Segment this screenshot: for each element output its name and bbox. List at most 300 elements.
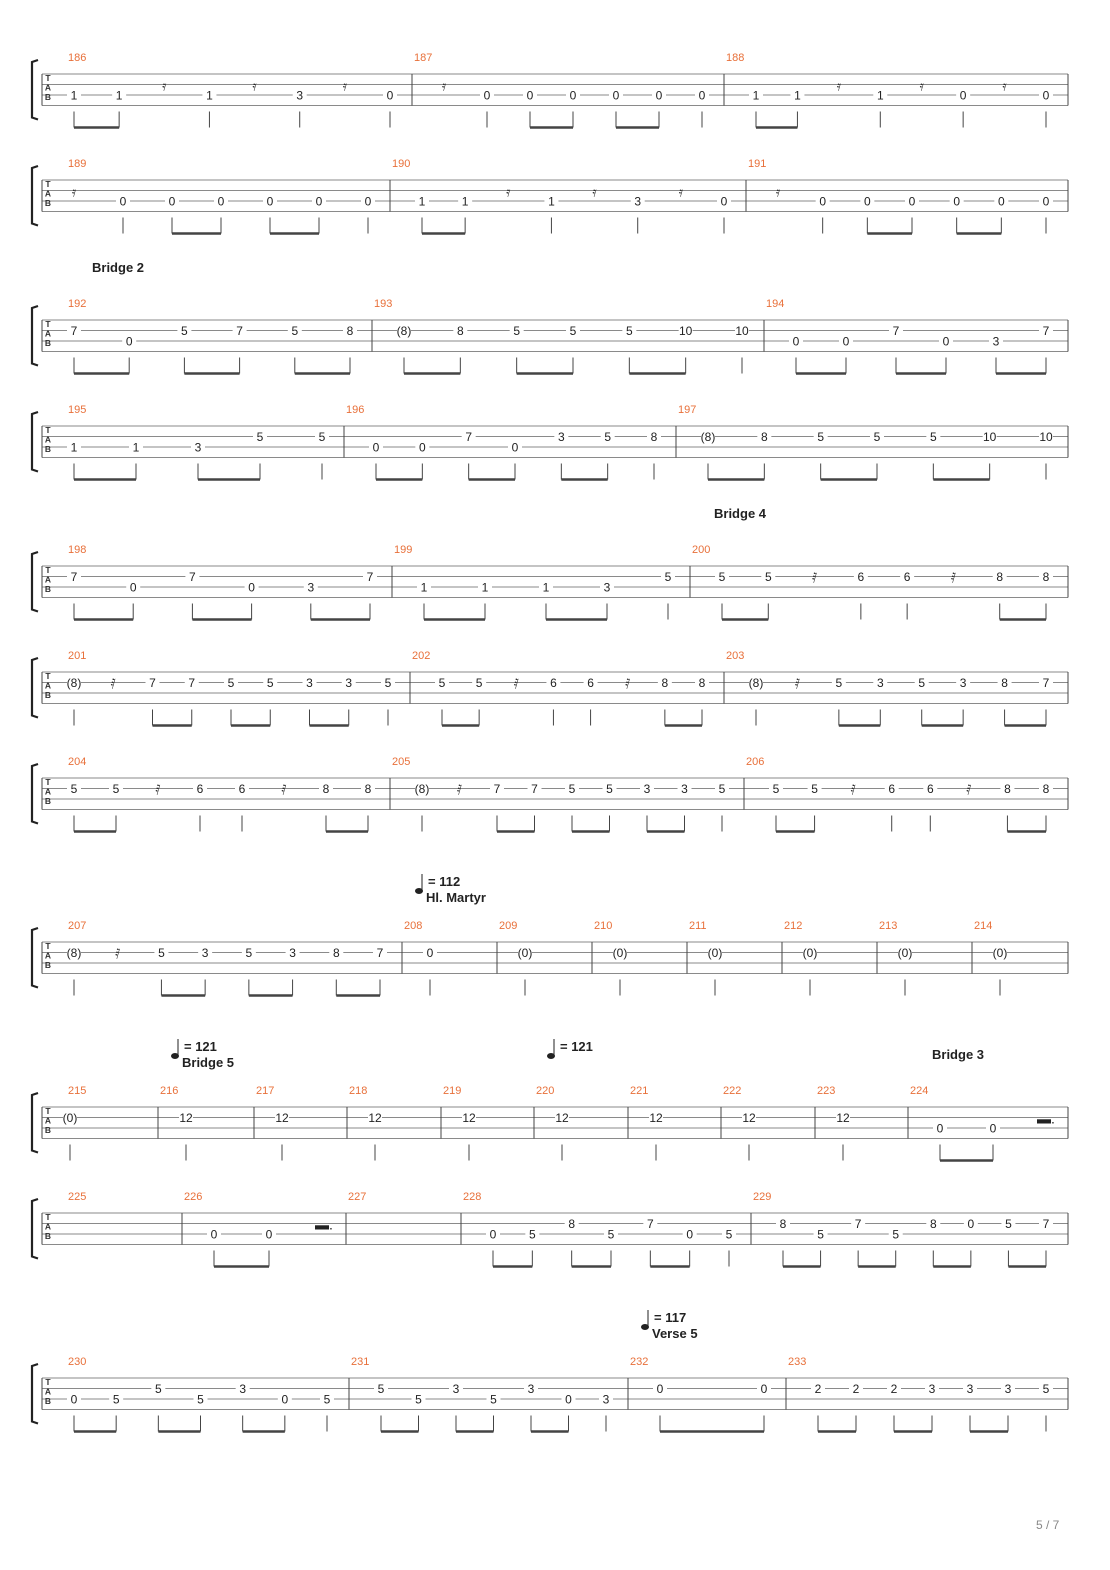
measure-number: 214 <box>974 920 993 932</box>
fret-number: 3 <box>603 580 611 595</box>
fret-number: 0 <box>760 1382 768 1396</box>
rest-symbol: 𝄿 <box>71 183 77 200</box>
fret-number: 3 <box>992 334 1000 349</box>
fret-number: 3 <box>289 946 296 960</box>
fret-number: 8 <box>650 430 658 444</box>
fret-number: 3 <box>306 676 313 690</box>
fret-number: 7 <box>854 1217 862 1231</box>
fret-number: 5 <box>625 324 633 338</box>
fret-number: 12 <box>368 1111 382 1125</box>
fret-number: 12 <box>179 1111 193 1125</box>
fret-number: 7 <box>646 1217 654 1231</box>
measure-number: 187 <box>414 52 433 64</box>
measure-number: 203 <box>726 650 745 662</box>
tab-clef-letter: B <box>44 444 52 454</box>
fret-number: 0 <box>119 194 127 209</box>
fret-number: (0) <box>707 946 723 960</box>
fret-number: 5 <box>811 782 818 796</box>
measure-number: 208 <box>404 920 423 932</box>
fret-number: 10 <box>678 324 693 338</box>
fret-number: (0) <box>802 946 818 960</box>
measure-number: 212 <box>784 920 803 932</box>
fret-number: 3 <box>239 1382 247 1396</box>
rest-symbol: 𝅀 <box>625 675 631 692</box>
fret-number: 5 <box>1042 1382 1050 1396</box>
system-bracket <box>32 306 38 366</box>
fret-number: 0 <box>959 88 967 103</box>
measure-number: 233 <box>788 1356 807 1368</box>
fret-number: 5 <box>475 676 483 690</box>
fret-number: 0 <box>565 1392 572 1407</box>
tab-system <box>32 412 1068 480</box>
fret-number: 0 <box>967 1217 975 1231</box>
fret-number: 5 <box>266 676 274 690</box>
fret-number: 5 <box>181 324 188 338</box>
measure-number: 202 <box>412 650 431 662</box>
rest-symbol: 𝄿 <box>592 183 597 200</box>
tab-clef-letter: A <box>44 1221 52 1232</box>
measure-number: 219 <box>443 1085 462 1097</box>
tab-clef-letter: T <box>45 1377 51 1387</box>
fret-number: 3 <box>296 88 304 103</box>
fret-number: 5 <box>318 430 326 444</box>
fret-number: 5 <box>606 782 613 796</box>
fret-number: 0 <box>1042 194 1050 209</box>
fret-number: 0 <box>842 334 850 349</box>
tab-system <box>32 874 1068 996</box>
fret-number: 6 <box>903 570 911 584</box>
tab-clef-letter: A <box>44 328 52 339</box>
fret-number: 8 <box>698 676 706 690</box>
fret-number: 0 <box>526 88 534 103</box>
measure-number: 190 <box>392 158 411 170</box>
fret-number: (0) <box>897 946 913 960</box>
fret-number: 0 <box>656 1382 664 1396</box>
fret-number: (0) <box>517 946 533 960</box>
fret-number: 0 <box>426 946 434 960</box>
tab-system <box>32 306 1068 374</box>
fret-number: 0 <box>908 194 916 209</box>
fret-number: 5 <box>528 1227 536 1242</box>
fret-number: 1 <box>70 440 78 455</box>
tab-clef-letter: B <box>44 338 52 348</box>
measure-number: 215 <box>68 1085 87 1097</box>
fret-number: (8) <box>66 676 82 690</box>
fret-number: 5 <box>718 570 726 584</box>
fret-number: 5 <box>873 430 881 444</box>
tab-clef-letter: A <box>44 950 52 961</box>
fret-number: 6 <box>587 676 594 690</box>
fret-number: 5 <box>112 1392 120 1407</box>
fret-number: 5 <box>607 1227 615 1242</box>
measure-number: 224 <box>910 1085 929 1097</box>
fret-number: 7 <box>149 676 156 690</box>
fret-number: 7 <box>70 570 78 584</box>
fret-number: 12 <box>836 1111 850 1125</box>
rest-symbol: 𝄿 <box>506 183 511 200</box>
fret-number: (8) <box>748 676 764 690</box>
fret-number: 0 <box>997 194 1005 209</box>
fret-number: 5 <box>817 430 825 444</box>
fret-number: (8) <box>66 946 82 960</box>
fret-number: 8 <box>332 946 340 960</box>
fret-number: 0 <box>936 1121 944 1136</box>
fret-number: 2 <box>890 1382 898 1396</box>
tab-system <box>32 658 1068 726</box>
fret-number: 6 <box>196 782 204 796</box>
fret-number: 10 <box>982 430 997 444</box>
tab-clef-letter: B <box>44 1125 52 1135</box>
fret-number: 0 <box>655 88 663 103</box>
fret-number: 2 <box>814 1382 822 1396</box>
fret-number: 10 <box>735 324 749 338</box>
fret-number: 12 <box>555 1111 569 1125</box>
fret-number: 1 <box>481 580 489 595</box>
fret-number: 6 <box>926 782 934 796</box>
fret-number: 8 <box>364 782 372 796</box>
measure-number: 226 <box>184 1191 203 1203</box>
fret-number: 1 <box>794 88 801 103</box>
measure-number: 191 <box>748 158 767 170</box>
fret-number: 8 <box>456 324 464 338</box>
fret-number: 8 <box>1042 570 1050 584</box>
tab-system <box>32 1199 1068 1267</box>
fret-number: 7 <box>531 782 538 796</box>
fret-number: 0 <box>364 194 372 209</box>
tab-clef-letter: B <box>44 1231 52 1241</box>
fret-number: 5 <box>835 676 843 690</box>
fret-number: 0 <box>315 194 323 209</box>
fret-number: 6 <box>857 570 865 584</box>
fret-number: 1 <box>70 88 78 103</box>
tab-clef-letter: B <box>44 584 52 594</box>
tempo-marking: = 112 <box>428 874 461 889</box>
section-label: Bridge 5 <box>182 1055 235 1070</box>
measure-number: 229 <box>753 1191 772 1203</box>
measure-number: 216 <box>160 1085 179 1097</box>
fret-number: 7 <box>366 570 374 584</box>
fret-number: 1 <box>418 194 426 209</box>
fret-number: 7 <box>892 324 900 338</box>
system-bracket <box>32 552 38 612</box>
fret-number: 10 <box>1039 430 1053 444</box>
fret-number: 12 <box>742 1111 756 1125</box>
tab-clef-letter: A <box>44 786 52 797</box>
fret-number: 1 <box>876 88 884 103</box>
tempo-note-head <box>547 1053 555 1059</box>
system-bracket <box>32 412 38 472</box>
tab-clef-letter: B <box>44 198 52 208</box>
rest-symbol: 𝄿 <box>1002 77 1007 94</box>
tempo-note-head <box>641 1324 649 1330</box>
fret-number: 3 <box>1004 1382 1012 1396</box>
fret-number: 0 <box>612 88 620 103</box>
tempo-marking: = 121 <box>184 1039 217 1054</box>
fret-number: 5 <box>384 676 392 690</box>
fret-number: 0 <box>698 88 706 103</box>
fret-number: 2 <box>852 1382 860 1396</box>
measure-number: 207 <box>68 920 87 932</box>
rest-symbol: 𝄿 <box>162 77 167 94</box>
fret-number: 5 <box>197 1392 204 1407</box>
fret-number: 0 <box>511 440 519 455</box>
tab-clef-letter: B <box>44 1396 52 1406</box>
fret-number: 3 <box>966 1382 974 1396</box>
rest-symbol: 𝅀 <box>950 569 957 586</box>
tab-clef-letter: T <box>45 425 51 435</box>
fret-number: 12 <box>275 1111 289 1125</box>
tab-clef-letter: T <box>45 319 51 329</box>
measure-number: 193 <box>374 298 393 310</box>
measure-number: 213 <box>879 920 898 932</box>
measure-number: 188 <box>726 52 745 64</box>
fret-number: 0 <box>953 194 961 209</box>
fret-number: 0 <box>70 1392 78 1407</box>
measure-number: 228 <box>463 1191 482 1203</box>
tab-clef-letter: B <box>44 796 52 806</box>
fret-number: 0 <box>483 88 491 103</box>
fret-number: 0 <box>248 580 255 595</box>
fret-number: 1 <box>548 194 555 209</box>
measure-number: 194 <box>766 298 785 310</box>
fret-number: 0 <box>989 1121 997 1136</box>
fret-number: 5 <box>568 782 576 796</box>
measure-number: 227 <box>348 1191 367 1203</box>
section-label: Hl. Martyr <box>426 890 486 905</box>
rest-symbol: 𝄿 <box>441 77 447 94</box>
tab-clef-letter: A <box>44 574 52 585</box>
fret-number: 5 <box>764 570 772 584</box>
rest-symbol: 𝄿 <box>775 183 781 200</box>
measure-number: 195 <box>68 404 87 416</box>
tab-clef-letter: T <box>45 179 51 189</box>
fret-number: 0 <box>418 440 426 455</box>
tempo-note-head <box>415 888 423 894</box>
measure-number: 232 <box>630 1356 649 1368</box>
fret-number: 5 <box>377 1382 385 1396</box>
fret-number: 1 <box>461 194 469 209</box>
rest-symbol: 𝅀 <box>115 945 121 962</box>
tab-system <box>32 1310 1068 1432</box>
rest-symbol: 𝅀 <box>456 781 463 798</box>
fret-number: 7 <box>376 946 384 960</box>
fret-number: 5 <box>604 430 612 444</box>
fret-number: 8 <box>760 430 768 444</box>
fret-number: 0 <box>942 334 950 349</box>
fret-number: 3 <box>634 194 642 209</box>
tab-system <box>32 552 1068 620</box>
fret-number: 8 <box>1004 782 1011 796</box>
fret-number: 5 <box>415 1392 422 1407</box>
measure-number: 206 <box>746 756 765 768</box>
fret-number: 3 <box>527 1382 535 1396</box>
fret-number: 0 <box>281 1392 289 1407</box>
fret-number: 0 <box>125 334 133 349</box>
rest-symbol: 𝅀 <box>281 781 287 798</box>
tab-clef-letter: T <box>45 941 51 951</box>
fret-number: 0 <box>168 194 176 209</box>
fret-number: (8) <box>396 324 412 338</box>
fret-number: 0 <box>386 88 394 103</box>
fret-number: 5 <box>291 324 299 338</box>
measure-number: 201 <box>68 650 87 662</box>
fret-number: 3 <box>345 676 353 690</box>
tempo-note-head <box>171 1053 179 1059</box>
measure-number: 225 <box>68 1191 87 1203</box>
fret-number: 0 <box>569 88 577 103</box>
fret-number: 1 <box>752 88 760 103</box>
fret-number: 3 <box>452 1382 460 1396</box>
fret-number: 8 <box>1001 676 1008 690</box>
section-label: Verse 5 <box>652 1326 698 1341</box>
system-bracket <box>32 1199 38 1259</box>
measure-number: 221 <box>630 1085 649 1097</box>
page-number: 5 / 7 <box>1036 1518 1060 1532</box>
fret-number: 0 <box>129 580 137 595</box>
fret-number: (8) <box>414 782 430 796</box>
tab-clef-letter: B <box>44 960 52 970</box>
fret-number: 6 <box>550 676 557 690</box>
fret-number: 7 <box>70 324 78 338</box>
fret-number: 0 <box>819 194 827 209</box>
fret-number: 6 <box>888 782 896 796</box>
tab-clef-letter: T <box>45 1212 51 1222</box>
measure-number: 210 <box>594 920 613 932</box>
rest-symbol: 𝅀 <box>966 781 972 798</box>
tab-clef-letter: A <box>44 82 52 93</box>
tab-clef-letter: T <box>45 1106 51 1116</box>
fret-number: 12 <box>462 1111 476 1125</box>
rest-symbol: 𝅀 <box>110 675 116 692</box>
fret-number: 7 <box>1042 676 1050 690</box>
tab-clef-letter: T <box>45 73 51 83</box>
rest-symbol: 𝅀 <box>155 781 161 798</box>
fret-number: (0) <box>62 1111 78 1125</box>
fret-number: 5 <box>112 782 120 796</box>
fret-number: 0 <box>863 194 871 209</box>
system-bracket <box>32 1364 38 1424</box>
fret-number: 5 <box>245 946 253 960</box>
tempo-marking: = 117 <box>654 1310 687 1325</box>
section-label: Bridge 3 <box>932 1047 985 1062</box>
tab-system <box>32 60 1068 128</box>
measure-number: 223 <box>817 1085 836 1097</box>
fret-number: 7 <box>189 570 196 584</box>
fret-number: 0 <box>1042 88 1050 103</box>
fret-number: 5 <box>70 782 78 796</box>
section-label: Bridge 2 <box>92 260 145 275</box>
fret-number: 1 <box>132 440 140 455</box>
fret-number: 5 <box>918 676 926 690</box>
tempo-marking: = 121 <box>560 1039 593 1054</box>
fret-number: 3 <box>194 440 202 455</box>
rest-symbol: 𝄿 <box>919 77 924 94</box>
fret-number: 5 <box>929 430 937 444</box>
rest-symbol: 𝅀 <box>513 675 519 692</box>
fret-number: 5 <box>725 1227 733 1242</box>
tab-clef-letter: A <box>44 434 52 445</box>
fret-number: 3 <box>643 782 651 796</box>
measure-number: 217 <box>256 1085 275 1097</box>
measure-number: 189 <box>68 158 87 170</box>
fret-number: 1 <box>420 580 428 595</box>
system-bracket <box>32 1093 38 1153</box>
tab-clef-letter: T <box>45 565 51 575</box>
measure-number: 231 <box>351 1356 370 1368</box>
fret-number: 1 <box>206 88 213 103</box>
measure-number: 205 <box>392 756 411 768</box>
tab-clef-letter: A <box>44 1386 52 1397</box>
fret-number: 5 <box>154 1382 162 1396</box>
fret-number: 8 <box>929 1217 937 1231</box>
measure-number: 198 <box>68 544 87 556</box>
fret-number: (8) <box>700 430 716 444</box>
tab-clef-letter: B <box>44 690 52 700</box>
system-bracket <box>32 166 38 226</box>
system-bracket <box>32 764 38 824</box>
system-bracket <box>32 658 38 718</box>
rest-symbol: ▬. <box>1037 1110 1055 1127</box>
fret-number: 0 <box>266 194 274 209</box>
fret-number: 12 <box>649 1111 663 1125</box>
fret-number: 0 <box>372 440 380 455</box>
tab-clef-letter: A <box>44 680 52 691</box>
rest-symbol: ▬. <box>315 1216 333 1233</box>
fret-number: 5 <box>892 1227 900 1242</box>
fret-number: 3 <box>201 946 209 960</box>
system-bracket <box>32 60 38 120</box>
rest-symbol: 𝅀 <box>794 675 801 692</box>
measure-number: 211 <box>689 920 707 932</box>
fret-number: 3 <box>928 1382 936 1396</box>
measure-number: 199 <box>394 544 413 556</box>
fret-number: 8 <box>779 1217 787 1231</box>
fret-number: 1 <box>542 580 550 595</box>
fret-number: 5 <box>718 782 726 796</box>
fret-number: 6 <box>238 782 246 796</box>
fret-number: 5 <box>438 676 446 690</box>
measure-number: 186 <box>68 52 87 64</box>
section-label: Bridge 4 <box>714 506 767 521</box>
fret-number: 5 <box>817 1227 824 1242</box>
fret-number: 0 <box>217 194 225 209</box>
fret-number: 7 <box>493 782 501 796</box>
fret-number: 8 <box>1042 782 1050 796</box>
fret-number: 5 <box>569 324 577 338</box>
fret-number: 5 <box>256 430 264 444</box>
rest-symbol: 𝄿 <box>252 77 257 94</box>
measure-number: 218 <box>349 1085 368 1097</box>
rest-symbol: 𝄿 <box>342 77 348 94</box>
measure-number: 196 <box>346 404 365 416</box>
fret-number: (0) <box>612 946 628 960</box>
tab-clef-letter: A <box>44 188 52 199</box>
fret-number: 5 <box>1005 1217 1012 1231</box>
measure-number: 197 <box>678 404 697 416</box>
fret-number: 7 <box>1042 1217 1050 1231</box>
fret-number: 5 <box>772 782 780 796</box>
measure-number: 209 <box>499 920 518 932</box>
tab-clef-letter: T <box>45 777 51 787</box>
fret-number: 7 <box>236 324 243 338</box>
measure-number: 204 <box>68 756 87 768</box>
fret-number: 8 <box>568 1217 576 1231</box>
fret-number: 0 <box>720 194 728 209</box>
fret-number: 8 <box>996 570 1004 584</box>
fret-number: 8 <box>346 324 354 338</box>
fret-number: 3 <box>959 676 967 690</box>
fret-number: 3 <box>876 676 884 690</box>
